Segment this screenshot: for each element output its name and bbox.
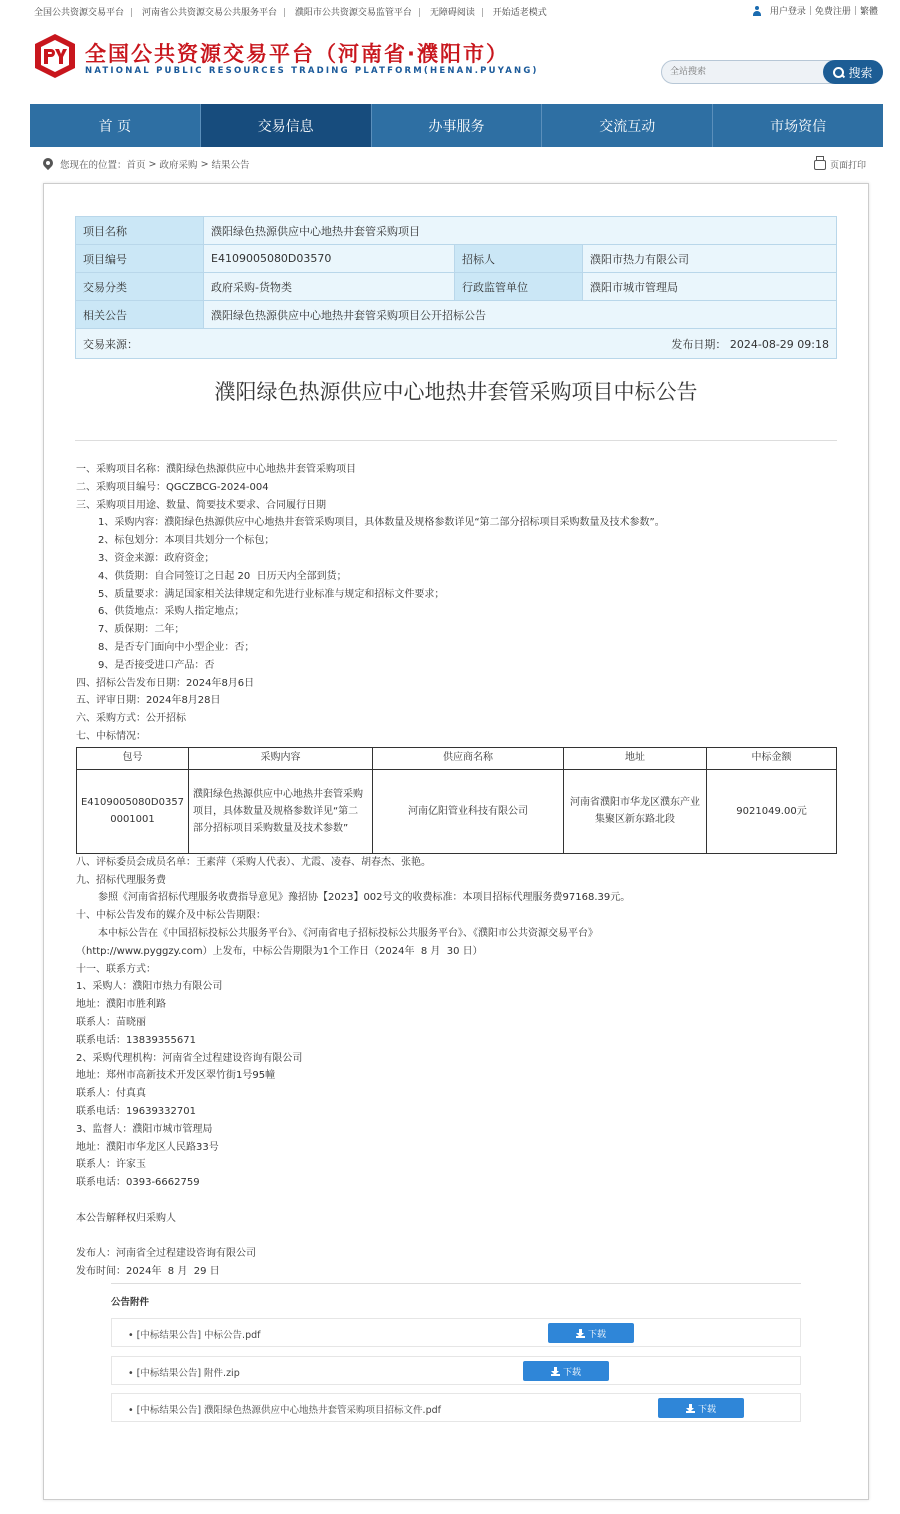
category-label: 交易分类 xyxy=(76,273,204,301)
attachment-name[interactable]: • [中标结果公告] 中标公告.pdf xyxy=(128,1330,261,1341)
account-links: 用户登录 | 免费注册 | 繁體 xyxy=(752,4,878,17)
body-line: 1、采购内容：濮阳绿色热源供应中心地热井套管采购项目，具体数量及规格参数详见“第二部分招标项目采购数量及技术参数”。 xyxy=(98,517,665,529)
award-header-package: 包号 xyxy=(77,747,189,769)
project-name: 濮阳绿色热源供应中心地热井套管采购项目 xyxy=(204,217,837,245)
body-line: 联系人：许家玉 xyxy=(76,1159,146,1171)
body-line: 一、采购项目名称：濮阳绿色热源供应中心地热井套管采购项目 xyxy=(76,464,356,475)
award-package: E4109005080D03570001001 xyxy=(77,769,189,853)
attachments-title: 公告附件 xyxy=(111,1297,150,1308)
attachment-item xyxy=(111,1393,801,1422)
body-line: 发布时间：2024年 8 月 29 日 xyxy=(76,1266,220,1278)
top-link-elder-mode[interactable]: 开始适老模式 xyxy=(492,8,547,18)
body-line: 7、质保期：二年； xyxy=(98,624,185,636)
award-header-content: 采购内容 xyxy=(189,747,373,769)
body-line: 五、评审日期：2024年8月28日 xyxy=(76,695,221,707)
breadcrumb-label: 您现在的位置： xyxy=(60,160,127,171)
award-content: 濮阳绿色热源供应中心地热井套管采购项目，具体数量及规格参数详见“第二部分招标项目采购数量及技术参数” xyxy=(189,769,373,853)
breadcrumb-result[interactable]: 结果公告 xyxy=(211,160,250,171)
download-button[interactable] xyxy=(523,1361,609,1381)
site-header xyxy=(0,20,900,104)
award-header-supplier: 供应商名称 xyxy=(373,747,564,769)
publish-time: 2024-08-29 09:18 xyxy=(729,337,829,351)
top-link-henan[interactable]: 河南省公共资源交易公共服务平台 xyxy=(141,8,277,18)
award-header-address: 地址 xyxy=(564,747,707,769)
attachment-name[interactable]: • [中标结果公告] 濮阳绿色热源供应中心地热井套管采购项目招标文件.pdf xyxy=(128,1405,441,1416)
body-line: 联系人：苗晓丽 xyxy=(76,1016,146,1028)
title-divider xyxy=(75,440,837,441)
breadcrumb-home[interactable]: 首页 xyxy=(126,160,146,171)
site-title: 全国公共资源交易平台（河南省·濮阳市） xyxy=(85,42,509,66)
print-label: 页面打印 xyxy=(829,161,866,171)
award-supplier: 河南亿阳管业科技有限公司 xyxy=(373,769,564,853)
search-button-label: 搜索 xyxy=(848,65,873,80)
supervisor: 濮阳市城市管理局 xyxy=(583,273,837,301)
print-button[interactable] xyxy=(814,158,866,171)
top-links: 全国公共资源交易平台 | 河南省公共资源交易公共服务平台 | 濮阳市公共资源交易监管平台 | 无障碍阅读 | 开始适老模式 xyxy=(34,8,547,18)
body-line: 地址：濮阳市华龙区人民路33号 xyxy=(76,1141,219,1153)
source-row xyxy=(76,329,837,359)
nav-credit[interactable]: 市场资信 xyxy=(770,118,827,135)
top-link-accessible[interactable]: 无障碍阅读 xyxy=(429,8,475,18)
login-link[interactable]: 用户登录 xyxy=(769,7,806,17)
project-no: E4109005080D03570 xyxy=(204,245,455,273)
project-no-label: 项目编号 xyxy=(76,245,204,273)
award-amount: 9021049.00元 xyxy=(707,769,837,853)
body-line: 本公告解释权归采购人 xyxy=(76,1212,176,1224)
table-row xyxy=(77,769,837,853)
related-label: 相关公告 xyxy=(76,301,204,329)
user-icon xyxy=(752,6,762,16)
body-line: 3、资金来源：政府资金； xyxy=(98,552,215,564)
body-line: 3、监督人：濮阳市城市管理局 xyxy=(76,1123,213,1135)
category: 政府采购-货物类 xyxy=(204,273,455,301)
site-subtitle: NATIONAL PUBLIC RESOURCES TRADING PLATFORM(HENAN.PUYANG) xyxy=(85,66,539,76)
download-button[interactable] xyxy=(548,1323,634,1343)
top-link-puyang[interactable]: 濮阳市公共资源交易监管平台 xyxy=(294,8,412,18)
body-line: 地址：濮阳市胜利路 xyxy=(76,999,166,1011)
body-line: 联系电话：13839355671 xyxy=(76,1034,196,1046)
body-line: 2、采购代理机构：河南省全过程建设咨询有限公司 xyxy=(76,1052,303,1064)
download-button[interactable] xyxy=(658,1398,744,1418)
body-line: 十、中标公告发布的媒介及中标公告期限： xyxy=(76,910,266,922)
download-label: 下载 xyxy=(562,1367,581,1378)
award-address: 河南省濮阳市华龙区濮东产业集聚区新东路北段 xyxy=(564,769,707,853)
nav-services[interactable]: 办事服务 xyxy=(372,104,543,147)
download-icon xyxy=(576,1329,585,1338)
body-line: 6、供货地点：采购人指定地点； xyxy=(98,606,245,618)
body-line: 1、采购人：濮阳市热力有限公司 xyxy=(76,981,223,993)
attachments-divider xyxy=(111,1283,801,1284)
nav-interaction[interactable]: 交流互动 xyxy=(542,104,713,147)
breadcrumb: 您现在的位置： 首页 > 政府采购 > 结果公告 xyxy=(43,157,250,171)
nav-trade-info[interactable]: 交易信息 xyxy=(201,104,372,147)
body-line: 三、采购项目用途、数量、简要技术要求、合同履行日期 xyxy=(76,499,326,511)
nav-home[interactable]: 首 页 xyxy=(30,104,201,147)
body-line: 八、评标委员会成员名单：王素萍（采购人代表）、尤霞、凌春、胡春杰、张艳。 xyxy=(76,856,431,868)
project-name-label: 项目名称 xyxy=(76,217,204,245)
search-icon xyxy=(833,67,844,78)
body-line: 9、是否接受进口产品：否 xyxy=(98,659,215,671)
body-line: 九、招标代理服务费 xyxy=(76,874,166,886)
search-button[interactable] xyxy=(823,60,883,84)
body-line: 2、标包划分：本项目共划分一个标包； xyxy=(98,535,275,547)
award-header-amount: 中标金额 xyxy=(707,747,837,769)
attachment-item xyxy=(111,1318,801,1347)
register-link[interactable]: 免费注册 xyxy=(814,7,851,17)
related-notice-link[interactable]: 濮阳绿色热源供应中心地热井套管采购项目公开招标公告 xyxy=(204,301,837,329)
body-line: （http://www.pyggzy.com）上发布，中标公告期限为1个工作日（2024年 8 月 30 日） xyxy=(76,945,483,957)
project-info-table xyxy=(75,216,837,359)
attachment-name[interactable]: • [中标结果公告] 附件.zip xyxy=(128,1368,240,1379)
printer-icon xyxy=(814,160,826,170)
publish-info xyxy=(671,336,829,352)
body-line: 4、供货期：自合同签订之日起 20 日历天内全部到货； xyxy=(98,570,347,582)
body-line: 本中标公告在《中国招标投标公共服务平台》、《河南省电子招标投标公共服务平台》、《濮阳市公共资源交易平台》 xyxy=(98,927,598,939)
body-line: 5、质量要求：满足国家相关法律规定和先进行业标准与规定和招标文件要求； xyxy=(98,588,445,600)
platform-logo-icon[interactable] xyxy=(32,32,78,80)
tenderer-label: 招标人 xyxy=(455,245,583,273)
top-bar xyxy=(0,0,900,20)
body-line: 8、是否专门面向中小型企业：否； xyxy=(98,641,255,653)
body-line: 十一、联系方式： xyxy=(76,963,156,975)
body-line: 二、采购项目编号：QGCZBCG-2024-004 xyxy=(76,481,269,493)
download-icon xyxy=(686,1404,695,1413)
publish-label: 发布日期： xyxy=(671,337,727,351)
body-line: 联系人：付真真 xyxy=(76,1088,146,1100)
body-line: 参照《河南省招标代理服务收费指导意见》豫招协【2023】002号文的收费标准：本项目招标代理服务费97168.39元。 xyxy=(98,892,631,904)
body-line: 四、招标公告发布日期：2024年8月6日 xyxy=(76,677,255,689)
tenderer: 濮阳市热力有限公司 xyxy=(583,245,837,273)
search-box xyxy=(661,60,883,84)
breadcrumb-gov-purchase[interactable]: 政府采购 xyxy=(159,160,198,171)
body-line: 六、采购方式：公开招标 xyxy=(76,713,186,725)
award-table xyxy=(76,747,837,854)
body-line: 联系电话：19639332701 xyxy=(76,1105,196,1117)
main-nav xyxy=(30,104,883,147)
download-icon xyxy=(551,1367,560,1376)
source-label: 交易来源： xyxy=(83,337,138,351)
supervisor-label: 行政监管单位 xyxy=(455,273,583,301)
body-line: 联系电话：0393-6662759 xyxy=(76,1177,200,1189)
body-line: 七、中标情况： xyxy=(76,730,146,742)
download-label: 下载 xyxy=(587,1329,606,1340)
notice-title: 濮阳绿色热源供应中心地热井套管采购项目中标公告 xyxy=(214,380,698,404)
search-input[interactable] xyxy=(670,64,820,80)
traditional-chinese-link[interactable]: 繁體 xyxy=(859,7,878,17)
body-line: 发布人：河南省全过程建设咨询有限公司 xyxy=(76,1248,256,1260)
location-pin-icon xyxy=(43,158,53,171)
top-link-national[interactable]: 全国公共资源交易平台 xyxy=(34,8,125,18)
body-line: 地址：郑州市高新技术开发区翠竹街1号95幢 xyxy=(76,1070,276,1082)
download-label: 下载 xyxy=(697,1404,716,1415)
attachment-item xyxy=(111,1356,801,1385)
notice-body xyxy=(76,461,836,1281)
